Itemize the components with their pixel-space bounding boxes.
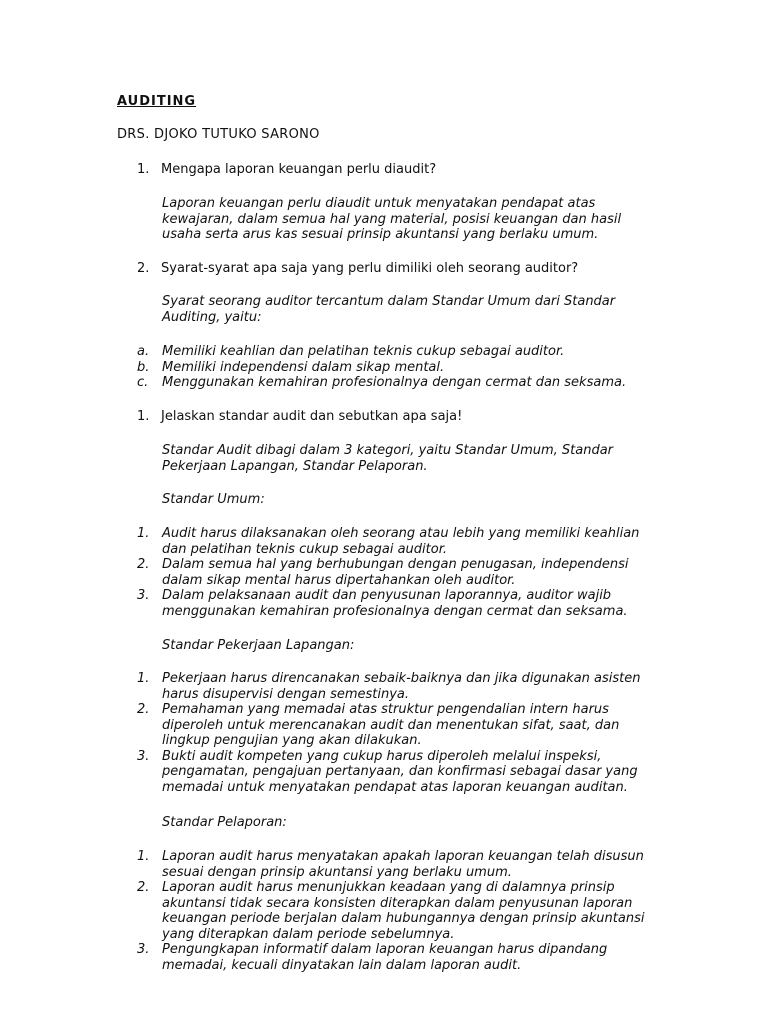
list-item-line: yang diterapkan dalam periode sebelumnya. <box>162 926 455 942</box>
answer-2 <box>162 294 662 325</box>
question-3 <box>137 409 462 425</box>
answer-line: Auditing, yaitu: <box>162 309 262 325</box>
list-item-line: Dalam pelaksanaan audit dan penyusunan laporannya, auditor wajib <box>162 588 612 603</box>
list-item <box>137 671 662 702</box>
list-item-line: Laporan audit harus menunjukkan keadaan yang di dalamnya prinsip <box>162 880 615 895</box>
question-number: 1. <box>137 162 150 177</box>
list-marker: 2. <box>137 557 150 572</box>
list-item <box>137 942 662 973</box>
answer-1 <box>162 196 662 243</box>
list-item-text: Memiliki keahlian dan pelatihan teknis cukup sebagai auditor. <box>162 344 565 359</box>
list-item-line: Pekerjaan harus direncanakan sebaik-baiknya dan jika digunakan asisten <box>162 671 641 686</box>
list-item-line: harus disupervisi dengan semestinya. <box>162 686 410 702</box>
list-item-line: menggunakan kemahiran profesionalnya dengan cermat dan seksama. <box>162 603 628 619</box>
list-item-line: keuangan periode berjalan dalam hubungannya dengan prinsip akuntansi <box>162 911 645 926</box>
list-item <box>137 749 662 796</box>
answer-line: Pekerjaan Lapangan, Standar Pelaporan. <box>162 458 428 474</box>
list-item-line: Pemahaman yang memadai atas struktur pengendalian intern harus <box>162 702 609 717</box>
list-marker: c. <box>137 375 149 390</box>
answer-line: Standar Audit dibagi dalam 3 kategori, yaitu Standar Umum, Standar <box>162 443 614 458</box>
standar-umum-list <box>137 526 662 619</box>
list-item-text: Memiliki independensi dalam sikap mental. <box>162 359 445 375</box>
list-marker: a. <box>137 344 150 359</box>
question-text: Syarat-syarat apa saja yang perlu dimiliki oleh seorang auditor? <box>161 261 579 276</box>
question-2 <box>137 261 578 277</box>
answer-line: usaha serta arus kas sesuai prinsip akuntansi yang berlaku umum. <box>162 227 599 242</box>
list-item-line: pengamatan, pengajuan pertanyaan, dan konfirmasi sebagai dasar yang <box>162 764 638 779</box>
list-marker: 3. <box>137 748 150 764</box>
list-item-text: Menggunakan kemahiran profesionalnya dengan cermat dan seksama. <box>162 375 627 390</box>
list-item-line: Dalam semua hal yang berhubungan dengan penugasan, independensi <box>162 557 629 572</box>
list-item <box>137 526 662 557</box>
standar-pelaporan-list <box>137 849 662 973</box>
section-heading-standar-umum: Standar Umum: <box>162 492 265 507</box>
answer-3 <box>162 443 662 474</box>
list-item <box>137 557 662 588</box>
question-1 <box>137 162 436 178</box>
list-item-line: lingkup pengujian yang akan dilakukan. <box>162 733 422 748</box>
list-item-line: Audit harus dilaksanakan oleh seorang atau lebih yang memiliki keahlian <box>162 526 640 541</box>
section-heading-standar-lapangan: Standar Pekerjaan Lapangan: <box>162 638 355 653</box>
list-item-line: sesuai dengan prinsip akuntansi yang berlaku umum. <box>162 864 512 880</box>
question-number: 2. <box>137 261 150 276</box>
list-marker: 1. <box>137 849 150 864</box>
list-item-line: memadai untuk menyatakan pendapat atas laporan keuangan auditan. <box>162 779 628 795</box>
list-item <box>137 702 662 749</box>
list-marker: 2. <box>137 880 150 895</box>
list-item-line: akuntansi tidak secara konsisten diterapkan dalam penyusunan laporan <box>162 895 633 911</box>
question-text: Jelaskan standar audit dan sebutkan apa saja! <box>161 409 463 424</box>
list-marker: 1. <box>137 671 150 686</box>
question-number: 1. <box>137 409 150 424</box>
standar-lapangan-list <box>137 671 662 795</box>
answer-line: kewajaran, dalam semua hal yang material, posisi keuangan dan hasil <box>162 211 622 227</box>
list-marker: 1. <box>137 526 150 541</box>
question-text: Mengapa laporan keuangan perlu diaudit? <box>161 162 437 177</box>
list-item-line: Laporan audit harus menyatakan apakah laporan keuangan telah disusun <box>162 849 644 864</box>
auditor-requirements-list <box>137 344 662 391</box>
list-item <box>137 849 662 880</box>
list-item-line: Pengungkapan informatif dalam laporan keuangan harus dipandang <box>162 942 608 957</box>
section-heading-standar-pelaporan: Standar Pelaporan: <box>162 815 287 830</box>
list-item-line: memadai, kecuali dinyatakan lain dalam laporan audit. <box>162 957 522 973</box>
list-item-line: diperoleh untuk merencanakan audit dan menentukan sifat, saat, dan <box>162 717 620 733</box>
list-item-line: dalam sikap mental harus dipertahankan oleh auditor. <box>162 572 516 588</box>
list-marker: 3. <box>137 942 150 957</box>
list-item <box>137 344 662 360</box>
answer-line: Syarat seorang auditor tercantum dalam Standar Umum dari Standar <box>162 294 616 309</box>
list-marker: 3. <box>137 588 150 603</box>
answer-line: Laporan keuangan perlu diaudit untuk menyatakan pendapat atas <box>162 196 596 211</box>
list-marker: 2. <box>137 702 150 717</box>
list-item-line: dan pelatihan teknis cukup sebagai auditor. <box>162 541 447 557</box>
author-name: DRS. DJOKO TUTUKO SARONO <box>117 127 320 142</box>
document-title: AUDITING <box>117 94 197 109</box>
list-item <box>137 375 662 391</box>
list-item-line: Bukti audit kompeten yang cukup harus diperoleh melalui inspeksi, <box>162 748 602 764</box>
list-item <box>137 588 662 619</box>
list-marker: b. <box>137 359 150 375</box>
list-item <box>137 360 662 376</box>
list-item <box>137 880 662 942</box>
